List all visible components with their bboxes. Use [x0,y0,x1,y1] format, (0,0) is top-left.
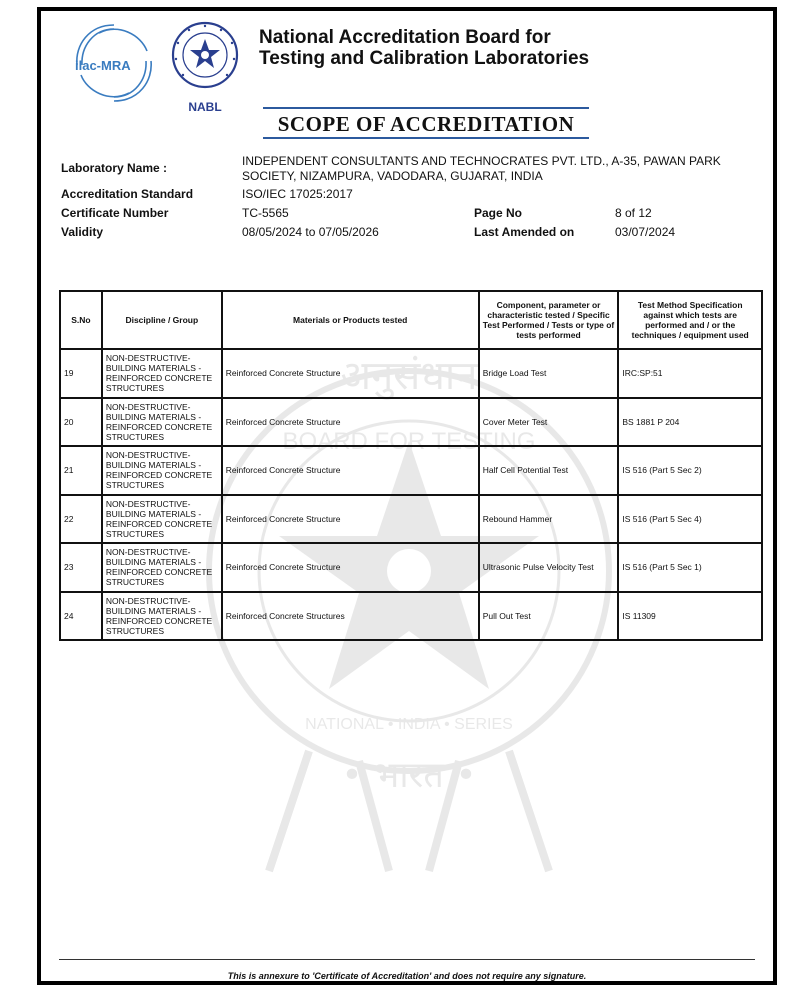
header-sno: S.No [60,291,102,349]
cell-material: Reinforced Concrete Structure [222,495,479,544]
lab-name-label: Laboratory Name : [61,161,168,175]
cell-discipline: NON-DESTRUCTIVE- BUILDING MATERIALS - REINFORCED CONCRETE STRUCTURES [102,349,222,398]
cell-test: Half Cell Potential Test [479,446,619,495]
cell-test: Bridge Load Test [479,349,619,398]
board-title-line2: Testing and Calibration Laboratories [259,48,590,69]
cell-method: IRC:SP:51 [618,349,762,398]
validity-label: Validity [61,225,104,239]
scope-table [59,290,763,641]
table-header-row [60,291,762,349]
cell-material: Reinforced Concrete Structure [222,349,479,398]
table-row [60,398,762,447]
header-component: Component, parameter or characteristic tested / Specific Test Performed / Tests or type of tests performed [479,291,619,349]
scope-heading [263,106,589,140]
cell-discipline: NON-DESTRUCTIVE- BUILDING MATERIALS - REINFORCED CONCRETE STRUCTURES [102,543,222,592]
validity-value: 08/05/2024 to 07/05/2026 [242,225,379,239]
cell-sno: 23 [60,543,102,592]
table-row [60,543,762,592]
standard-label: Accreditation Standard [61,187,194,201]
cell-discipline: NON-DESTRUCTIVE- BUILDING MATERIALS - REINFORCED CONCRETE STRUCTURES [102,495,222,544]
page-no-value: 8 of 12 [615,206,652,220]
cell-sno: 22 [60,495,102,544]
standard-value: ISO/IEC 17025:2017 [242,187,353,201]
cell-sno: 21 [60,446,102,495]
cell-test: Pull Out Test [479,592,619,641]
last-amended-label: Last Amended on [474,225,575,239]
cell-material: Reinforced Concrete Structure [222,398,479,447]
ilac-mra-logo [69,21,159,105]
table-row [60,349,762,398]
watermark-text-center: • भारत • [341,755,477,796]
cell-sno: 19 [60,349,102,398]
cell-method: IS 516 (Part 5 Sec 1) [618,543,762,592]
watermark-text-bottom-arc: NATIONAL • INDIA • SERIES [305,716,513,733]
cell-material: Reinforced Concrete Structure [222,446,479,495]
page-no-label: Page No [474,206,523,220]
cell-method: IS 11309 [618,592,762,641]
cell-discipline: NON-DESTRUCTIVE- BUILDING MATERIALS - REINFORCED CONCRETE STRUCTURES [102,398,222,447]
cell-test: Ultrasonic Pulse Velocity Test [479,543,619,592]
cell-method: BS 1881 P 204 [618,398,762,447]
watermark-text-top: अनुसंधान [340,353,478,399]
cell-material: Reinforced Concrete Structure [222,543,479,592]
cell-discipline: NON-DESTRUCTIVE- BUILDING MATERIALS - REINFORCED CONCRETE STRUCTURES [102,592,222,641]
table-row [60,446,762,495]
footer-divider [59,959,755,960]
cell-material: Reinforced Concrete Structures [222,592,479,641]
header-method: Test Method Specification against which tests are performed and / or the techniques / equipment used [618,291,762,349]
board-title-line1: National Accreditation Board for [259,27,551,48]
cell-sno: 24 [60,592,102,641]
scope-rule-top [263,107,589,109]
last-amended-value: 03/07/2024 [615,225,676,239]
header-materials: Materials or Products tested [222,291,479,349]
table-row [60,592,762,641]
cell-method: IS 516 (Part 5 Sec 4) [618,495,762,544]
cell-discipline: NON-DESTRUCTIVE- BUILDING MATERIALS - REINFORCED CONCRETE STRUCTURES [102,446,222,495]
cell-test: Rebound Hammer [479,495,619,544]
ilac-logo-text: ilac-MRA [75,58,131,73]
lab-name-value: INDEPENDENT CONSULTANTS AND TECHNOCRATES PVT. LTD., A-35, PAWAN PARK SOCIETY, NIZAMPURA, VADODARA, GUJARAT, INDIA [242,154,721,183]
table-row [60,495,762,544]
watermark-text-arc: BOARD FOR TESTING [282,428,536,455]
cell-sno: 20 [60,398,102,447]
header-discipline: Discipline / Group [102,291,222,349]
footer-note: This is annexure to 'Certificate of Accreditation' and does not require any signature. [227,971,587,981]
document-frame [37,7,777,985]
certificate-value: TC-5565 [242,206,289,220]
scope-rule-bottom [263,137,589,139]
cell-test: Cover Meter Test [479,398,619,447]
scope-title: SCOPE OF ACCREDITATION [277,112,575,136]
board-title [259,27,719,69]
certificate-label: Certificate Number [61,206,169,220]
cell-method: IS 516 (Part 5 Sec 2) [618,446,762,495]
nabl-logo-text: NABL [188,100,222,114]
nabl-logo [169,19,241,115]
